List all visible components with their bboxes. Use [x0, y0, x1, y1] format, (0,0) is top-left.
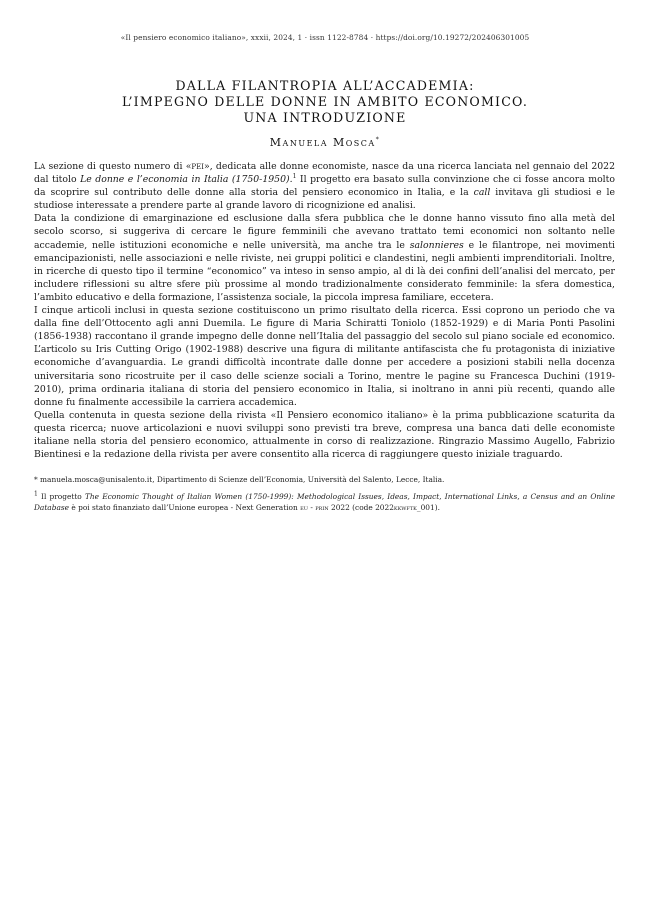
text-run: », dedicata alle donne economiste, nasce da una ricerca lanciata nel gennaio del 2022 dal titolo [34, 161, 615, 186]
text-run: e le filantrope, nei movimenti emancipazionisti, nelle associazioni e nelle riviste, nei gruppi politici e clandestini, negli ambienti imprenditoriali. Inoltre, in ricerche di questo tipo il termine “economico” va inteso in senso ampio, al di là dei confini dell’analisi del mercato, per includere riflessioni su altre sfere più prossime al mondo tradizionalmente considerato femminile: la sfera domestica, l’ambito educativo e della formazione, l’assistenza sociale, la piccola impresa familiare, eccetera. [34, 239, 615, 303]
italic-term: salonnieres [409, 239, 464, 251]
author-footnote-mark: * [375, 136, 381, 144]
footnote-text: kkwftk [393, 503, 417, 512]
footnotes [34, 474, 615, 519]
footnote-text: è poi stato finanziato dall’Unione europea - Next Generation [69, 503, 301, 512]
article-title [0, 78, 650, 126]
footnote-1 [34, 491, 615, 514]
article-body [34, 160, 615, 461]
text-run: . [289, 174, 293, 186]
footnote-mark: * [34, 475, 38, 484]
footnote-text: _001). [416, 503, 440, 512]
footnote-text: manuela.mosca@unisalento.it, Dipartimento di Scienze dell’Economia, Università del Salento, Lecce, Italia. [37, 475, 445, 484]
title-line-3: UNA INTRODUZIONE [243, 110, 407, 125]
footnote-author [34, 474, 615, 486]
italic-term: call [473, 187, 491, 199]
project-title: Le donne e l’economia in Italia [80, 174, 229, 186]
title-line-2: L’IMPEGNO DELLE DONNE IN AMBITO ECONOMICO. [121, 94, 529, 109]
footnote-text: eu [300, 503, 308, 512]
title-line-1: DALLA FILANTROPIA ALL’ACCADEMIA: [175, 78, 475, 93]
footnote-mark: 1 [34, 490, 38, 498]
footnote-text: - [307, 503, 316, 512]
running-header: «Il pensiero economico italiano», xxxii, 2024, 1 · issn 1122-8784 · https://doi.org/10.19272/202406301005 [120, 33, 530, 42]
project-full-title: The Economic Thought of Italian Women (1750-1999): Methodological Issues, Ideas, Impact, International Links, a Census and an Online Database [34, 491, 615, 512]
paragraph-3: I cinque articoli inclusi in questa sezione costituiscono un primo risultato della ricerca. Essi coprono un periodo che va dalla fine dell’Ottocento agli anni Duemila. Le figure di Maria Schiratti Toniolo (1852-1929) e di Maria Ponti Pasolini (1856-1938) raccontano il grande impegno delle donne nell’Italia del passaggio del secolo sul piano sociale ed economico. L’articolo su Iris Cutting Origo (1902-1988) descrive una figura di militante antifascista che fu protagonista di iniziative economiche d’avanguardia. Le grandi difficoltà incontrate dalle donne per accedere a posizioni stabili nella docenza universitaria sono ricostruite per il caso delle scienze sociali a Torino, mentre le pagine su Francesca Duchini (1919-2010), prima ordinaria italiana di storia del pensiero economico in Italia, si inoltrano in anni più recenti, quando alle donne fu finalmente accessibile la carriera accademica. [34, 305, 615, 408]
text-run: (1750-1950) [228, 174, 290, 186]
footnote-text: Il progetto [37, 491, 85, 501]
footnote-text: prin [315, 503, 329, 512]
author-name: Manuela Mosca [269, 136, 376, 149]
text-run: Data la condizione di emarginazione ed esclusione dalla sfera pubblica che le donne hanno vissuto fino alla metà del secolo scorso, si suggeriva di cercare le figure femminili che avevano trattato temi economici non soltanto nelle accademie, nelle istituzioni economiche e nelle università, ma anche tra le [34, 213, 615, 251]
footnote-text: 2022 (code 2022 [328, 503, 394, 512]
footnote-ref-1: 1 [292, 173, 297, 180]
paragraph-4: Quella contenuta in questa sezione della rivista «Il Pensiero economico italiano» è la prima pubblicazione scaturita da questa ricerca; nuove articolazioni e nuovi sviluppi sono previsti tra breve, compresa una banca dati delle economiste italiane nella storia del pensiero economico, attualmente in corso di realizzazione. Ringrazio Massimo Augello, Fabrizio Bientinesi e la redazione della rivista per avere consentito alla ricerca di raggiungere questo iniziale traguardo. [34, 409, 615, 461]
text-run: Il progetto era basato sulla convinzione che ci fosse ancora molto da scoprire sul contributo delle donne alla storia del pensiero economico in Italia, e la [34, 174, 615, 199]
text-run: invitava gli studiosi e le studiose interessate a prendere parte al grande lavoro di ricognizione ed analisi. [34, 187, 615, 212]
paragraph-lead: La [34, 161, 46, 172]
text-run: sezione di questo numero di « [45, 161, 192, 172]
journal-abbrev: pei [191, 161, 205, 172]
author-line [0, 136, 650, 149]
paragraph-2 [34, 212, 615, 304]
paragraph-1 [34, 160, 615, 212]
